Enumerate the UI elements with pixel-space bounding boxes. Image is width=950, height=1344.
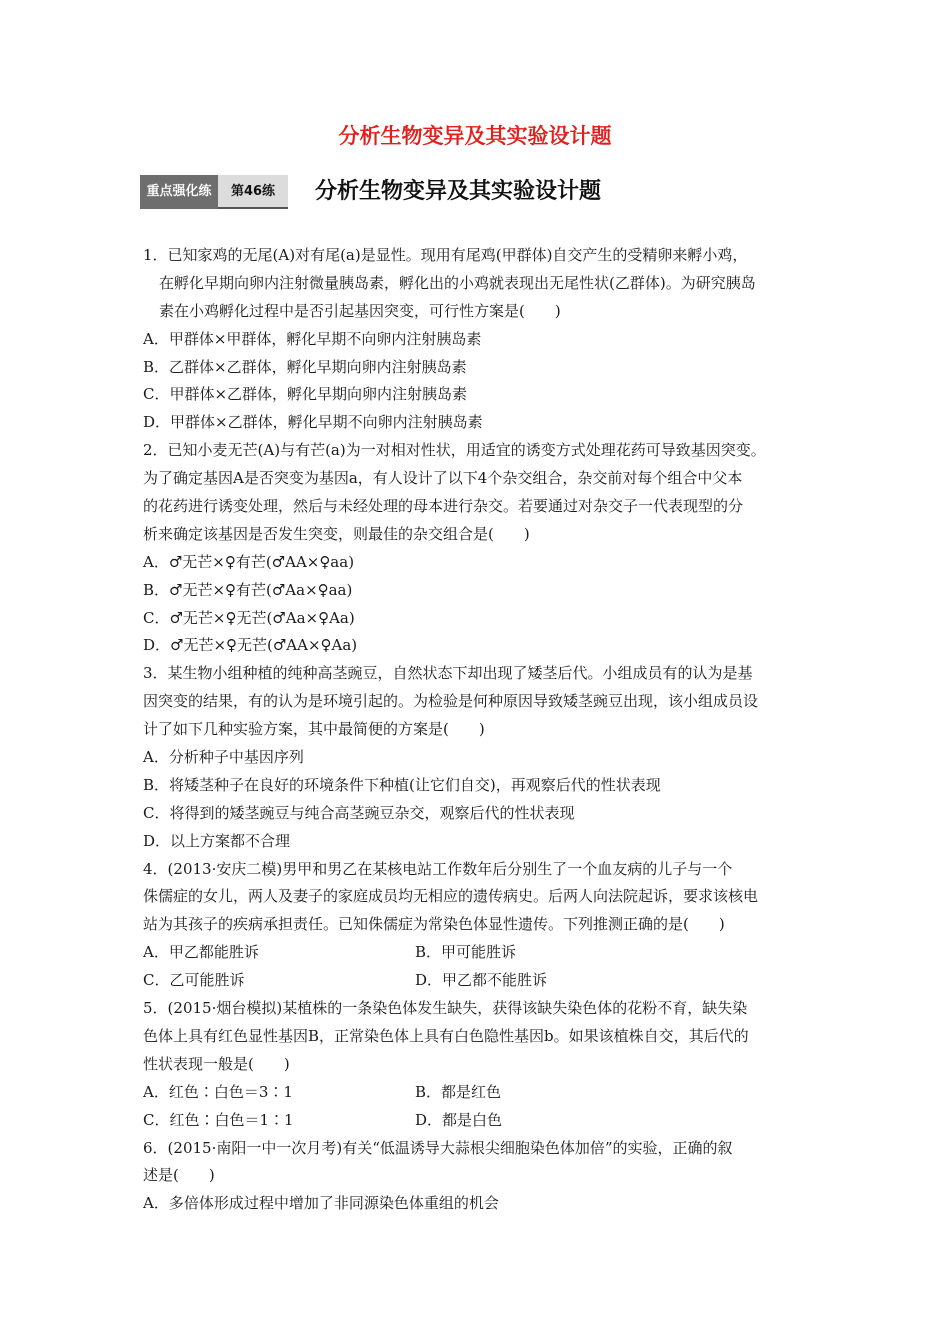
option-row (143, 967, 823, 995)
page-title: 分析生物变异及其实验设计题 (338, 124, 612, 148)
option-c: C．乙可能胜诉 (143, 971, 245, 990)
question-text-line: 站为其孩子的疾病承担责任。已知侏儒症为常染色体显性遗传。下列推测正确的是( ) (143, 915, 725, 934)
option-d: D．都是白色 (415, 1110, 503, 1129)
option-b: B．甲可能胜诉 (415, 943, 517, 962)
question-2 (143, 437, 823, 660)
question-5 (143, 995, 823, 1134)
question-text-line: 色体上具有红色显性基因B，正常染色体上具有白色隐性基因b。如果该植株自交，其后代的 (143, 1026, 749, 1045)
option-d: D．甲群体×乙群体，孵化早期不向卵内注射胰岛素 (143, 413, 483, 432)
option-row (143, 939, 823, 967)
question-4 (143, 856, 823, 995)
section-badge-number: 第46练 (218, 175, 288, 209)
option-d: D．以上方案都不合理 (143, 831, 291, 850)
option-row (143, 1107, 823, 1135)
question-text-line: 素在小鸡孵化过程中是否引起基因突变，可行性方案是( ) (159, 301, 561, 320)
section-badge-category: 重点强化练 (140, 175, 218, 209)
option-b: B．♂无芒×♀有芒(♂Aa×♀aa) (143, 580, 353, 599)
option-d: D．甲乙都不能胜诉 (415, 971, 548, 990)
section-header (140, 175, 840, 209)
question-text-line: 4．(2013·安庆二模)男甲和男乙在某核电站工作数年后分别生了一个血友病的儿子与一个 (143, 859, 733, 878)
option-row (143, 1079, 823, 1107)
option-a: A．♂无芒×♀有芒(♂AA×♀aa) (143, 552, 355, 571)
option-a: A．甲群体×甲群体，孵化早期不向卵内注射胰岛素 (143, 329, 482, 348)
question-text-line: 3．某生物小组种植的纯种高茎豌豆，自然状态下却出现了矮茎后代。小组成员有的认为是基 (143, 664, 753, 683)
option-b: B．乙群体×乙群体，孵化早期向卵内注射胰岛素 (143, 357, 467, 376)
option-a: A．红色∶白色＝3∶1 (143, 1082, 293, 1101)
question-text-line: 性状表现一般是( ) (143, 1054, 290, 1073)
question-text-line: 述是( ) (143, 1166, 215, 1185)
option-a: A．分析种子中基因序列 (143, 748, 304, 767)
question-text-line: 析来确定该基因是否发生突变，则最佳的杂交组合是( ) (143, 524, 530, 543)
question-text-line: 为了确定基因A是否突变为基因a，有人设计了以下4个杂交组合，杂交前对每个组合中父本 (143, 469, 743, 488)
question-6 (143, 1135, 823, 1219)
question-text-line: 5．(2015·烟台模拟)某植株的一条染色体发生缺失，获得该缺失染色体的花粉不育，缺失染 (143, 999, 748, 1018)
option-b: B．都是红色 (415, 1082, 502, 1101)
section-title: 分析生物变异及其实验设计题 (315, 179, 602, 204)
question-text-line: 在孵化早期向卵内注射微量胰岛素，孵化出的小鸡就表现出无尾性状(乙群体)。为研究胰岛 (159, 273, 756, 292)
question-text-line: 侏儒症的女儿，两人及妻子的家庭成员均无相应的遗传病史。后两人向法院起诉，要求该核电 (143, 887, 759, 906)
question-text-line: 2．已知小麦无芒(A)与有芒(a)为一对相对性状，用适宜的诱变方式处理花药可导致基因突变。 (143, 441, 766, 460)
question-text-line: 6．(2015·南阳一中一次月考)有关“低温诱导大蒜根尖细胞染色体加倍”的实验，正确的叙 (143, 1138, 733, 1157)
option-d: D．♂无芒×♀无芒(♂AA×♀Aa) (143, 636, 358, 655)
question-text-line: 计了如下几种实验方案，其中最简便的方案是( ) (143, 720, 485, 739)
question-text-line: 1．已知家鸡的无尾(A)对有尾(a)是显性。现用有尾鸡(甲群体)自交产生的受精卵来孵小鸡， (143, 246, 748, 264)
option-a: A．多倍体形成过程中增加了非同源染色体重组的机会 (143, 1194, 499, 1213)
question-1 (143, 242, 823, 437)
question-text-line: 的花药进行诱变处理，然后与未经处理的母本进行杂交。若要通过对杂交子一代表现型的分 (143, 497, 744, 516)
option-b: B．将矮茎种子在良好的环境条件下种植(让它们自交)，再观察后代的性状表现 (143, 775, 661, 794)
question-list (143, 242, 823, 1218)
question-text-line: 因突变的结果，有的认为是环境引起的。为检验是何种原因导致矮茎豌豆出现，该小组成员设 (143, 692, 759, 711)
option-c: C．♂无芒×♀无芒(♂Aa×♀Aa) (143, 608, 355, 627)
option-c: C．将得到的矮茎豌豆与纯合高茎豌豆杂交，观察后代的性状表现 (143, 803, 575, 822)
question-3 (143, 660, 823, 855)
option-c: C．红色∶白色＝1∶1 (143, 1110, 294, 1129)
option-a: A．甲乙都能胜诉 (143, 943, 259, 962)
option-c: C．甲群体×乙群体，孵化早期向卵内注射胰岛素 (143, 385, 468, 404)
